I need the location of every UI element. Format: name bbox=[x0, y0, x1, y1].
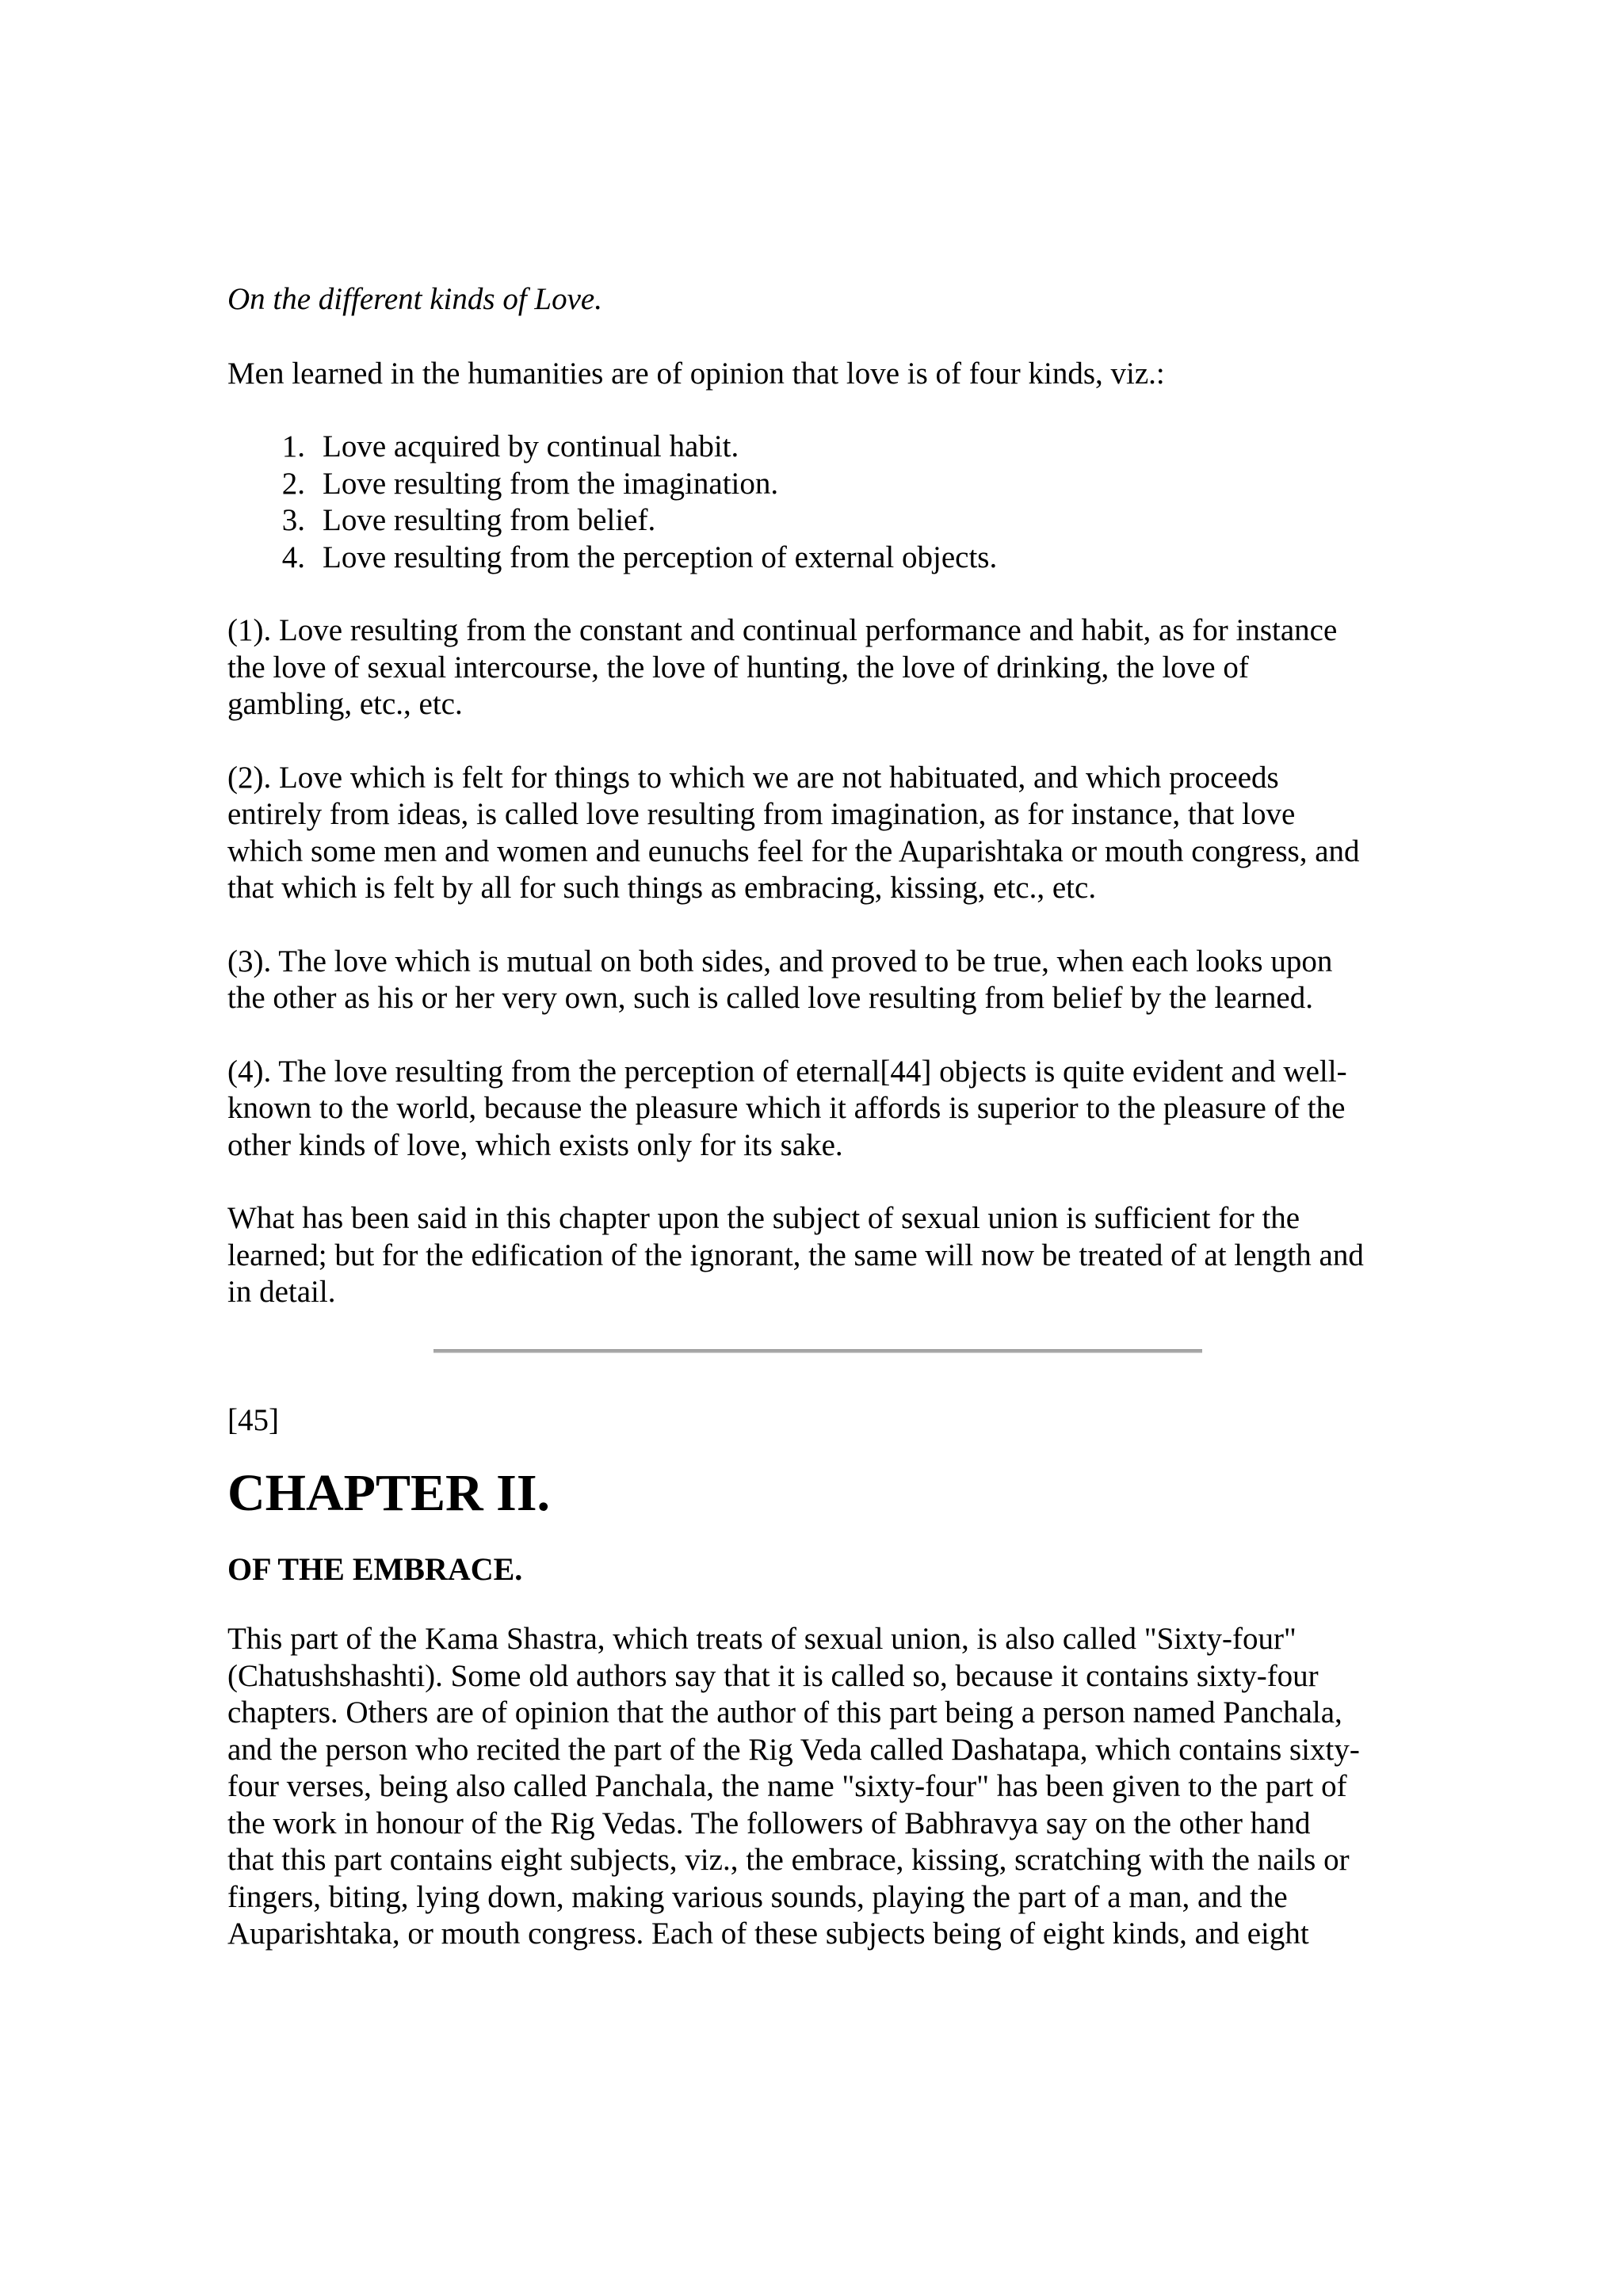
line: entirely from ideas, is called love resulting from imagination, as for instance, that love bbox=[227, 797, 1296, 831]
line: learned; but for the edification of the ignorant, the same will now be treated of at length and bbox=[227, 1238, 1364, 1272]
line: (1). Love resulting from the constant and continual performance and habit, as for instance bbox=[227, 613, 1338, 647]
section-title: On the different kinds of Love. bbox=[227, 282, 602, 316]
line: This part of the Kama Shastra, which treats of sexual union, is also called "Sixty-four" bbox=[227, 1622, 1296, 1656]
line: the other as his or her very own, such is called love resulting from belief by the learned. bbox=[227, 981, 1313, 1015]
line: chapters. Others are of opinion that the author of this part being a person named Panchala, bbox=[227, 1695, 1342, 1730]
list-item bbox=[227, 502, 1416, 540]
line: in detail. bbox=[227, 1275, 336, 1309]
line: the work in honour of the Rig Vedas. The followers of Babhravya say on the other hand bbox=[227, 1806, 1311, 1840]
paragraph-3 bbox=[227, 944, 1416, 1017]
list-number: 2. bbox=[281, 466, 305, 501]
line: known to the world, because the pleasure which it affords is superior to the pleasure of the bbox=[227, 1091, 1346, 1125]
chapter-body-paragraph bbox=[227, 1621, 1416, 1953]
page-reference: [45] bbox=[227, 1402, 279, 1437]
line: the love of sexual intercourse, the love of hunting, the love of drinking, the love of bbox=[227, 650, 1249, 685]
list-number: 4. bbox=[281, 540, 305, 574]
line: gambling, etc., etc. bbox=[227, 687, 463, 721]
document-page bbox=[227, 281, 1416, 1953]
line: (2). Love which is felt for things to which we are not habituated, and which proceeds bbox=[227, 760, 1279, 795]
line: which some men and women and eunuchs feel for the Auparishtaka or mouth congress, and bbox=[227, 833, 1360, 868]
list-number: 1. bbox=[281, 429, 305, 463]
line: other kinds of love, which exists only for its sake. bbox=[227, 1127, 843, 1162]
kinds-of-love-list bbox=[227, 429, 1416, 576]
paragraph-4 bbox=[227, 1054, 1416, 1165]
list-item-text: Love acquired by continual habit. bbox=[323, 429, 739, 463]
line: that this part contains eight subjects, viz., the embrace, kissing, scratching with the nails or bbox=[227, 1843, 1350, 1877]
list-item-text: Love resulting from the imagination. bbox=[323, 466, 779, 501]
list-number: 3. bbox=[281, 503, 305, 537]
line: four verses, being also called Panchala, the name "sixty-four" has been given to the part of bbox=[227, 1769, 1347, 1803]
line: that which is felt by all for such things as embracing, kissing, etc., etc. bbox=[227, 871, 1097, 905]
line: and the person who recited the part of the Rig Veda called Dashatapa, which contains sixty- bbox=[227, 1732, 1360, 1767]
line: Auparishtaka, or mouth congress. Each of these subjects being of eight kinds, and eight bbox=[227, 1917, 1309, 1951]
line: (3). The love which is mutual on both sides, and proved to be true, when each looks upon bbox=[227, 944, 1333, 978]
list-item-text: Love resulting from the perception of external objects. bbox=[323, 540, 998, 574]
line: (Chatushshashti). Some old authors say that it is called so, because it contains sixty-four bbox=[227, 1658, 1319, 1693]
paragraph-1 bbox=[227, 612, 1416, 723]
line: fingers, biting, lying down, making various sounds, playing the part of a man, and the bbox=[227, 1879, 1288, 1914]
list-item-text: Love resulting from belief. bbox=[323, 503, 656, 537]
list-item bbox=[227, 540, 1416, 577]
line: (4). The love resulting from the perception of eternal[44] objects is quite evident and well- bbox=[227, 1054, 1347, 1089]
chapter-title: CHAPTER II. bbox=[227, 1464, 551, 1522]
paragraph-5 bbox=[227, 1200, 1416, 1311]
line: What has been said in this chapter upon the subject of sexual union is sufficient for the bbox=[227, 1201, 1300, 1235]
paragraph-2 bbox=[227, 760, 1416, 907]
list-item bbox=[227, 429, 1416, 466]
intro-paragraph: Men learned in the humanities are of opinion that love is of four kinds, viz.: bbox=[227, 356, 1165, 391]
chapter-subtitle: OF THE EMBRACE. bbox=[227, 1551, 523, 1587]
horizontal-rule bbox=[433, 1349, 1202, 1353]
list-item bbox=[227, 466, 1416, 503]
